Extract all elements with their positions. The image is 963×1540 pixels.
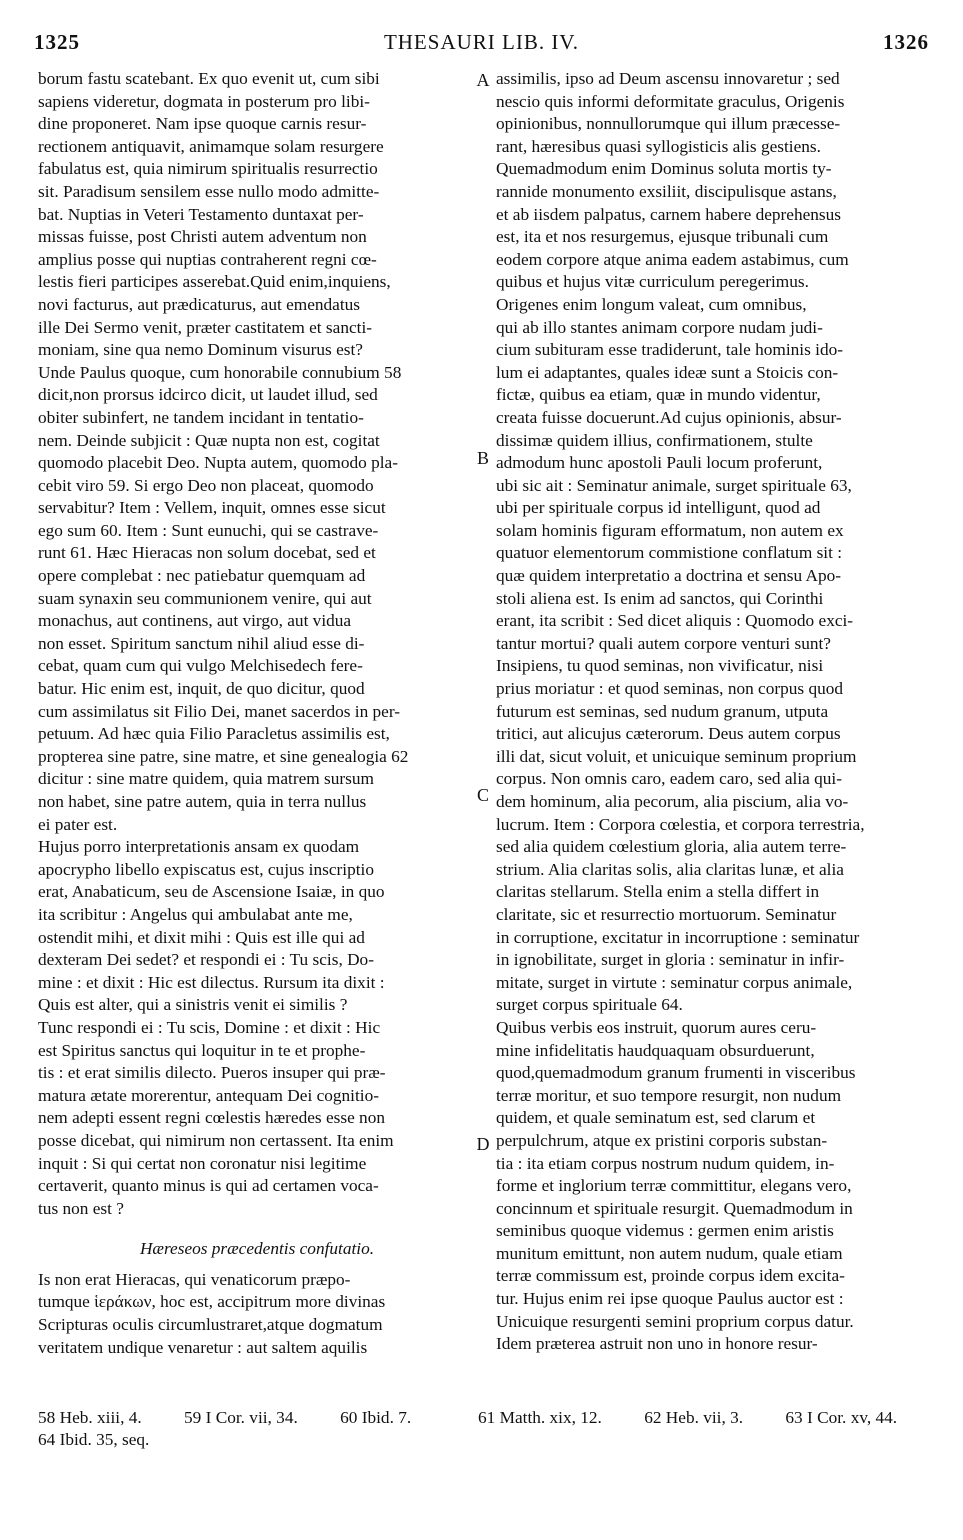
footnote-59: 59 I Cor. vii, 34. (184, 1408, 298, 1427)
text-line: Origenes enim longum valeat, cum omnibus, (496, 294, 807, 314)
text-line: futurum est seminas, sed nudum granum, utputa (496, 701, 829, 721)
text-line: illi dat, sicut voluit, et unicuique seminum proprium (496, 746, 857, 766)
text-line: assimilis, ipso ad Deum ascensu innovaretur ; sed (496, 69, 840, 88)
left-column (38, 68, 476, 1359)
footnote-line (38, 1407, 476, 1429)
text-line: quod,quemadmodum granum frumenti in visceribus (496, 1063, 856, 1083)
text-line: mitate, surget in virtute : seminatur corpus animale, (496, 972, 853, 992)
text-line: lum ei adaptantes, quales ideæ sunt a Stoicis con- (496, 362, 839, 382)
text-line: cum assimilatus sit Filio Dei, manet sacerdos in per- (38, 701, 401, 721)
text-line: quæ quidem interpretatio a doctrina et sensu Apo- (496, 566, 842, 586)
text-line: et ab iisdem palpatus, carnem habere deprehensus (496, 204, 842, 224)
section-gap (38, 1220, 476, 1238)
text-line: quibus et hujus vitæ curriculum peregerimus. (496, 272, 809, 292)
text-line: dexteram Dei sedet? et respondi ei : Tu scis, Do- (38, 950, 374, 970)
text-line: quomodo placebit Deo. Nupta autem, quomodo pla- (38, 453, 398, 473)
text-line: ubi sic ait : Seminatur animale, surget spirituale 63, (496, 475, 852, 495)
margin-letter-d: D (476, 1134, 490, 1154)
text-line: est, ita et nos resurgemus, ejusque tribunali cum (496, 227, 829, 247)
right-column (496, 68, 932, 1356)
text-line: nem. Deinde subjicit : Quæ nupta non est, cogitat (38, 430, 380, 450)
text-line: Is non erat Hieracas, qui venaticorum præpo- (38, 1269, 351, 1289)
text-line: lucrum. Item : Corpora cœlestia, et corpora terrestria, (496, 814, 865, 834)
text-line: mine infidelitatis haudquaquam obsurduerunt, (496, 1040, 815, 1060)
text-line: propterea sine patre, sine matre, et sine genealogia 62 (38, 746, 409, 766)
text-line: Insipiens, tu quod seminas, non vivificatur, nisi (496, 656, 824, 676)
section-title: Hæreseos præcedentis confutatio. (139, 1239, 375, 1259)
text-line: nescio quis informi deformitate graculus, Origenis (496, 91, 845, 111)
footnote-63: 63 I Cor. xv, 44. (785, 1408, 898, 1427)
margin-letter-c: C (476, 785, 489, 805)
page-number-right: 1326 (883, 30, 929, 54)
text-line: Tunc respondi ei : Tu scis, Domine : et dixit : Hic (38, 1017, 381, 1037)
text-line: tantur mortui? quali autem corpore venturi sunt? (496, 633, 831, 653)
text-line: rant, hæresibus quasi syllogisticis alis gestiens. (496, 136, 821, 156)
text-line: dissimæ quidem illius, confirmationem, stulte (496, 430, 813, 450)
text-line: nem adepti essent regni cœlestis hæredes esse non (38, 1108, 385, 1128)
text-line: rectionem antiquavit, animamque solam resurgere (38, 136, 384, 156)
text-line: non esset. Spiritum sanctum nihil aliud esse di- (38, 633, 365, 653)
footnotes-left (38, 1407, 476, 1451)
text-line: erat, Anabaticum, seu de Ascensione Isaiæ, in quo (38, 882, 385, 902)
text-line: suam synaxin seu communionem venire, qui aut (38, 588, 372, 608)
text-line: tur. Hujus enim rei ipse quoque Paulus auctor est : (496, 1289, 844, 1309)
text-line: concinnum et spirituale resurgit. Quemadmodum in (496, 1198, 853, 1218)
text-line: monachus, aut continens, aut virgo, aut vidua (38, 611, 352, 631)
text-line: creata fuisse docuerunt.Ad cujus opinionis, absur- (496, 407, 842, 427)
text-line: fabulatus est, quia nimirum spiritualis resurrectio (38, 159, 378, 179)
text-line: ille Dei Sermo venit, præter castitatem et sancti- (38, 317, 372, 337)
text-line: dine proponeret. Nam ipse quoque carnis resur- (38, 114, 367, 134)
text-line: dicitur : sine matre quidem, quia matrem sursum (38, 769, 374, 789)
footnote-64: 64 Ibid. 35, seq. (38, 1430, 150, 1449)
text-line: munitum emittunt, non autem nudum, quale etiam (496, 1243, 843, 1263)
text-line: obiter subinfert, ne tandem incidant in tentatio- (38, 407, 364, 427)
text-line: terræ commissum est, proinde corpus idem excita- (496, 1266, 845, 1286)
text-line: perpulchrum, atque ex pristini corporis substan- (496, 1130, 828, 1150)
footnote-62: 62 Heb. vii, 3. (644, 1408, 744, 1427)
text-line: Quis est alter, qui a sinistris venit ei similis ? (38, 995, 348, 1015)
text-line: novi facturus, aut prædicaturus, aut emendatus (38, 294, 361, 314)
text-line: mine : et dixit : Hic est dilectus. Rursum ita dixit : (38, 972, 385, 992)
text-line: seminibus quoque videmus : germen enim aristis (496, 1221, 834, 1241)
text-line: certaverit, quanto minus is qui ad certamen voca- (38, 1176, 379, 1196)
text-line: sed alia quidem cœlestium gloria, alia autem terre- (496, 837, 847, 857)
text-line: ei pater est. (38, 814, 118, 834)
text-line: moniam, sine qua nemo Dominum visurus est? (38, 340, 363, 360)
text-line: dem hominum, alia pecorum, alia piscium, alia vo- (496, 792, 849, 811)
text-line: sapiens videretur, dogmata in posterum pro libi- (38, 91, 370, 111)
text-line: missas fuisse, post Christi autem adventum non (38, 227, 367, 247)
text-line: ubi per spirituale corpus id intelligunt, quod ad (496, 498, 821, 518)
text-line: inquit : Si qui certat non coronatur nisi legitime (38, 1153, 367, 1173)
text-line: petuum. Ad hæc quia Filio Paracletus assimilis est, (38, 724, 390, 744)
text-line: Unicuique resurgenti semini proprium corpus datur. (496, 1311, 854, 1331)
running-header (0, 30, 963, 64)
page-number-left: 1325 (34, 30, 80, 54)
text-line: cium subituram esse tradiderunt, tale hominis ido- (496, 340, 843, 360)
text-line: cebat, quam cum qui vulgo Melchisedech fere- (38, 656, 363, 676)
text-line: qui ab illo stantes animam corpore nudam judi- (496, 317, 823, 337)
text-line: tritici, aut alicujus cæterorum. Deus autem corpus (496, 724, 841, 744)
text-line: est Spiritus sanctus qui loquitur in te et prophe- (38, 1040, 366, 1060)
text-line: stoli aliena est. Is enim ad sanctos, qui Corinthi (496, 588, 824, 608)
section-gap (38, 1261, 476, 1269)
text-line: opere complebat : nec patiebatur quemquam ad (38, 566, 366, 586)
text-line: ostendit mihi, et dixit mihi : Quis est ille qui ad (38, 927, 365, 947)
text-line: lestis fieri participes asserebat.Quid enim,inquiens, (38, 272, 391, 292)
text-line: corpus. Non omnis caro, eadem caro, sed alia qui- (496, 769, 842, 789)
text-line: surget corpus spirituale 64. (496, 995, 683, 1015)
text-line: terræ moritur, et suo tempore resurgit, non nudum (496, 1085, 842, 1105)
text-line: apocrypho libello expiscatus est, cujus inscriptio (38, 859, 374, 879)
text-line: ego sum 60. Item : Sunt eunuchi, qui se castrave- (38, 520, 379, 540)
text-line: matura ætate morerentur, antequam Dei cognitio- (38, 1085, 379, 1105)
text-line: bat. Nuptias in Veteri Testamento duntaxat per- (38, 204, 364, 224)
footnotes-right (478, 1407, 932, 1429)
text-line: prius moriatur : et quod seminas, non corpus quod (496, 679, 844, 699)
footnote-61: 61 Matth. xix, 12. (478, 1408, 602, 1427)
text-line: rannide monumento exsiliit, discipulisque astans, (496, 181, 837, 201)
text-line: Quibus verbis eos instruit, quorum aures ceru- (496, 1017, 817, 1037)
text-line: Scripturas oculis circumlustraret,atque dogmatum (38, 1315, 383, 1335)
text-line: erant, ita scribit : Sed dicet aliquis : Quomodo exci- (496, 611, 854, 631)
text-line: servabitur? Item : Vellem, inquit, omnes esse sicut (38, 498, 386, 518)
text-line: ita scribitur : Angelus qui ambulabat ante me, (38, 904, 353, 924)
footnote-58: 58 Heb. xiii, 4. (38, 1408, 142, 1427)
text-line: runt 61. Hæc Hieracas non solum docebat, sed et (38, 543, 376, 563)
margin-letter-a: A (476, 70, 490, 90)
text-line: quidem, et quale seminatum est, sed clarum et (496, 1108, 816, 1128)
text-line: strium. Alia claritas solis, alia claritas lunæ, et alia (496, 859, 844, 879)
text-line: veritatem undique venaretur : aut saltem aquilis (38, 1337, 368, 1357)
text-line: cebit viro 59. Si ergo Deo non placeat, quomodo (38, 475, 374, 495)
margin-letter-b: B (476, 448, 489, 468)
text-line: batur. Hic enim est, inquit, de quo dicitur, quod (38, 679, 365, 699)
text-line: in corruptione, excitatur in incorruptione : seminatur (496, 927, 860, 947)
text-line: claritas stellarum. Stella enim a stella differt in (496, 882, 820, 902)
text-line: Idem præterea astruit non uno in honore resur- (496, 1334, 818, 1354)
text-line: eodem corpore atque anima eadem astabimus, cum (496, 249, 849, 269)
text-line: opinionibus, nonnullorumque qui illum præcesse- (496, 114, 841, 134)
text-line: in ignobilitate, surget in gloria : seminatur in infir- (496, 950, 845, 970)
text-line: dicit,non prorsus idcirco dicit, ut laudet illud, sed (38, 385, 378, 405)
text-line: non habet, sine patre autem, quia in terra nullus (38, 792, 367, 811)
text-line: tus non est ? (38, 1198, 124, 1218)
text-line: Hujus porro interpretationis ansam ex quodam (38, 837, 360, 857)
text-line: borum fastu scatebant. Ex quo evenit ut, cum sibi (38, 69, 380, 88)
text-line: Quemadmodum enim Dominus soluta mortis ty- (496, 159, 832, 179)
text-line: Unde Paulus quoque, cum honorabile connubium 58 (38, 362, 402, 382)
text-line: solam hominis figuram efformatum, non autem ex (496, 520, 844, 540)
text-line: tumque ἱεράκων, hoc est, accipitrum more divinas (38, 1292, 386, 1312)
footnote-60: 60 Ibid. 7. (340, 1408, 412, 1427)
text-line: fictæ, quibus ea etiam, quæ in mundo videntur, (496, 385, 821, 405)
text-line: tis : et erat similis dilecto. Pueros insuper qui præ- (38, 1063, 386, 1083)
text-line: claritate, sic et resurrectio mortuorum. Seminatur (496, 904, 837, 924)
text-line: quatuor elementorum commistione conflatum sit : (496, 543, 843, 563)
text-line: amplius posse qui nuptias contraherent regni cœ- (38, 249, 377, 269)
text-line: sit. Paradisum sensilem esse nullo modo admitte- (38, 181, 380, 201)
text-line: forme et inglorium terræ committitur, elegans vero, (496, 1176, 852, 1196)
text-line: posse dicebat, qui nimirum non certassent. Ita enim (38, 1130, 394, 1150)
text-line: admodum hunc apostoli Pauli locum proferunt, (496, 453, 823, 473)
running-title: THESAURI LIB. IV. (383, 30, 580, 54)
text-line: tia : ita etiam corpus nostrum nudum quidem, in- (496, 1153, 835, 1173)
